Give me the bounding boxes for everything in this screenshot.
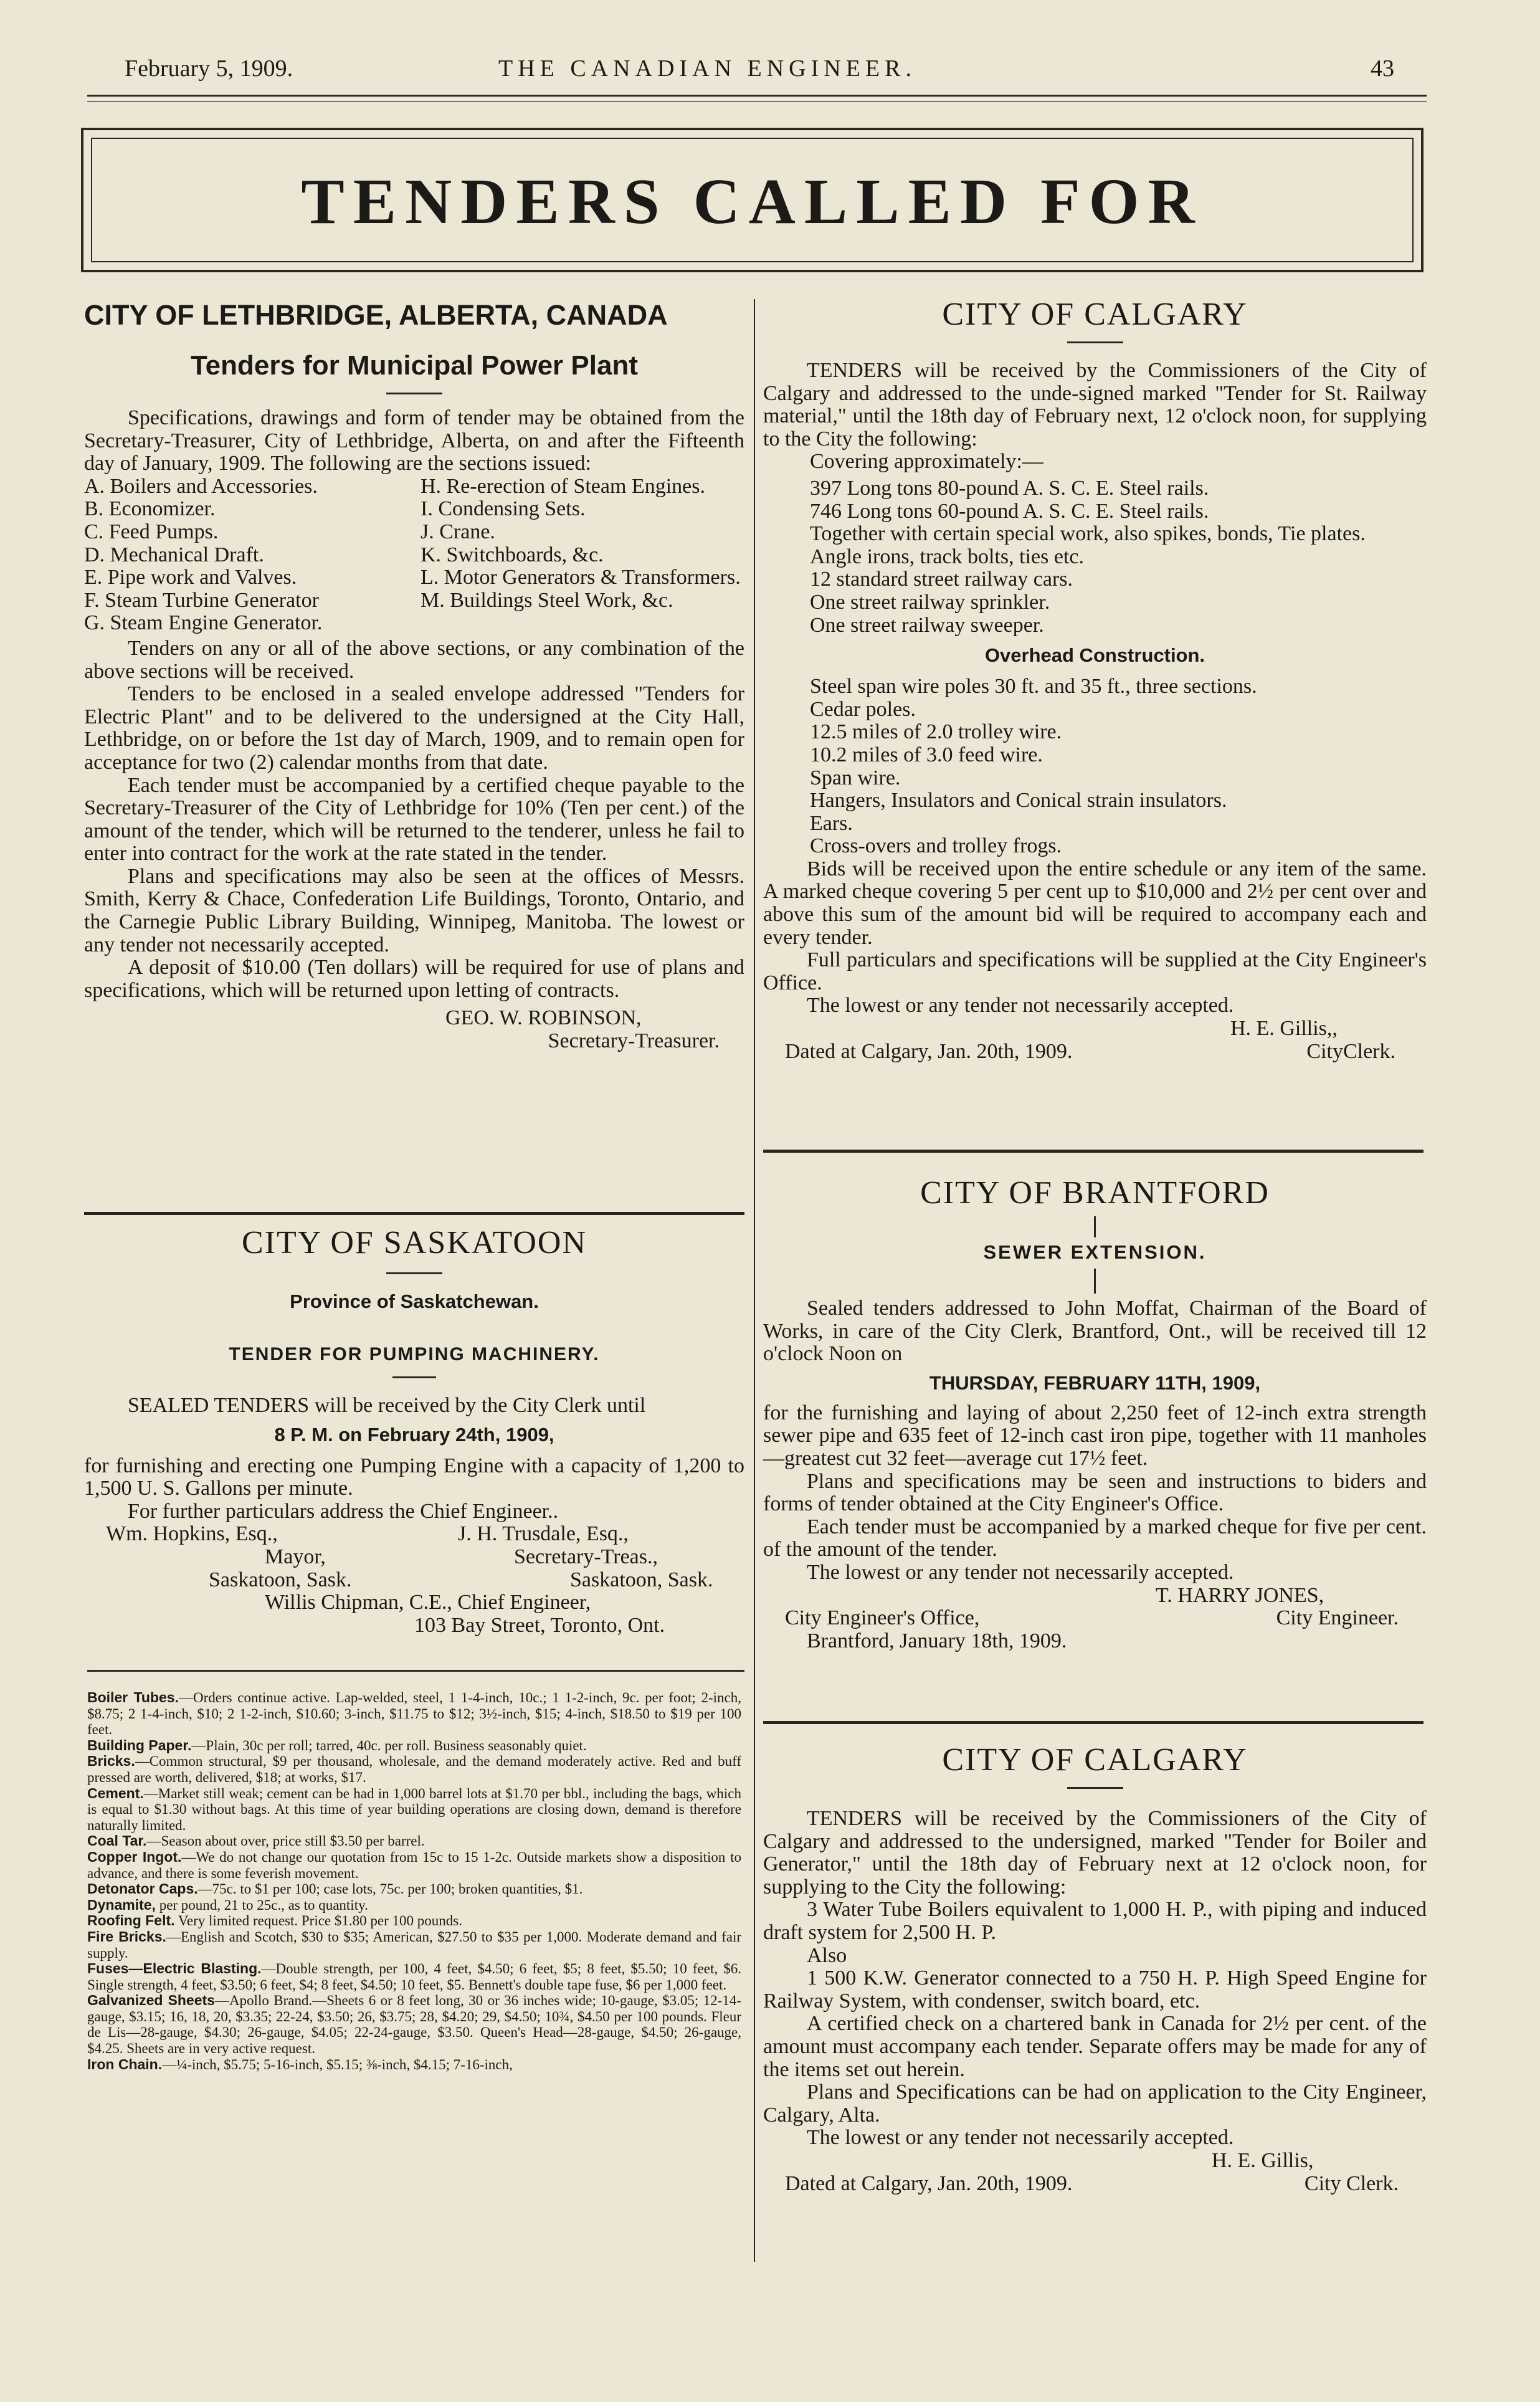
market-report — [87, 1690, 741, 2072]
calgary-item: Angle irons, track bolts, ties etc. — [810, 545, 1085, 568]
section-item: B. Economizer. — [84, 497, 216, 521]
calgary-dated: Dated at Calgary, Jan. 20th, 1909. — [785, 2171, 1073, 2195]
saskatoon-sig-left: Saskatoon, Sask. — [209, 1568, 352, 1591]
brantford-signer: T. HARRY JONES, — [1156, 1583, 1324, 1607]
saskatoon-sig-left: Wm. Hopkins, Esq., — [106, 1522, 278, 1546]
lethbridge-signer-title: Secretary-Treasurer. — [548, 1029, 720, 1053]
header-date: February 5, 1909. — [125, 55, 293, 82]
calgary-railway-notice — [763, 296, 1427, 1063]
calgary-item: Together with certain special work, also spikes, bonds, Tie plates. — [810, 522, 1366, 546]
calgary-item: 3 Water Tube Boilers equivalent to 1,000 H. P., with piping and induced draft system for 2,500 H. P. — [763, 1898, 1427, 1944]
saskatoon-engineer-address: 103 Bay Street, Toronto, Ont. — [414, 1613, 665, 1637]
brantford-paragraph: Sealed tenders addressed to John Moffat, Chairman of the Board of Works, in care of the City Clerk, Brantford, Ont., will be received till 12 o'clock Noon on — [763, 1297, 1427, 1366]
calgary-boiler-notice — [763, 1742, 1427, 2195]
section-divider — [763, 1150, 1424, 1153]
saskatoon-paragraph: for furnishing and erecting one Pumping Engine with a capacity of 1,200 to 1,500 U. S. Gallons per minute. — [84, 1454, 744, 1500]
calgary-item: One street railway sprinkler. — [810, 590, 1050, 614]
saskatoon-sig-right: Saskatoon, Sask. — [570, 1568, 713, 1591]
calgary-intro: TENDERS will be received by the Commissioners of the City of Calgary and addressed to the unde-signed marked "Tender for St. Railway material," until the 18th day of February next, 12 o'clock noon, for supplying to the City the following: — [763, 359, 1427, 450]
lethbridge-notice — [84, 299, 744, 1053]
calgary-overhead-item: Cedar poles. — [810, 697, 916, 721]
calgary-item: One street railway sweeper. — [810, 613, 1044, 637]
brantford-deadline: THURSDAY, FEBRUARY 11TH, 1909, — [929, 1371, 1261, 1394]
calgary-paragraph: Plans and Specifications can be had on application to the City Engineer, Calgary, Alta. — [763, 2080, 1427, 2127]
calgary-item: 12 standard street railway cars. — [810, 568, 1073, 591]
calgary-item: 1 500 K.W. Generator connected to a 750 H. P. High Speed Engine for Railway System, with condenser, switch board, etc. — [763, 1966, 1427, 2013]
brantford-paragraph: The lowest or any tender not necessarily accepted. — [807, 1560, 1234, 1584]
calgary-title: CITY OF CALGARY — [942, 1742, 1248, 1778]
column-divider — [754, 299, 755, 2262]
brantford-dated: Brantford, January 18th, 1909. — [807, 1629, 1067, 1652]
market-item-head: Fire Bricks. — [87, 1928, 166, 1945]
market-item: Iron Chain.—¼-inch, $5.75; 5-16-inch, $5.15; ⅜-inch, $4.15; 7-16-inch, — [87, 2056, 513, 2072]
market-item-head: Galvanized Sheets — [87, 1992, 215, 2009]
section-divider — [87, 1670, 744, 1672]
market-item-head: Roofing Felt. — [87, 1912, 175, 1929]
market-item-head: Building Paper. — [87, 1737, 192, 1753]
section-item: I. Condensing Sets. — [421, 497, 586, 521]
brantford-paragraph: Plans and specifications may be seen and instructions to biders and forms of tender obtained at the City Engineer's Office. — [763, 1469, 1427, 1516]
market-item-head: Iron Chain. — [87, 2056, 163, 2072]
lethbridge-sections — [84, 475, 744, 635]
section-divider — [763, 1721, 1424, 1724]
header-journal: THE CANADIAN ENGINEER. — [498, 55, 916, 82]
section-item: C. Feed Pumps. — [84, 520, 219, 543]
saskatoon-subtitle: TENDER FOR PUMPING MACHINERY. — [229, 1344, 600, 1365]
market-item: Fire Bricks.—English and Scotch, $30 to $35; American, $27.50 to $35 per 1,000. Moderate demand and fair supply. — [87, 1928, 741, 1961]
calgary-item: Covering approximately:— — [810, 450, 1043, 474]
lethbridge-title: CITY OF LETHBRIDGE, ALBERTA, CANADA — [84, 299, 668, 331]
calgary-dated: Dated at Calgary, Jan. 20th, 1909. — [785, 1039, 1073, 1063]
saskatoon-paragraph: For further particulars address the Chief Engineer.. — [128, 1499, 559, 1523]
saskatoon-deadline: 8 P. M. on February 24th, 1909, — [274, 1423, 554, 1446]
section-divider — [84, 1212, 744, 1215]
market-item: Fuses—Electric Blasting.—Double strength, per 100, 4 feet, $4.50; 6 feet, $5; 8 feet, $5.50; 10 feet, $6. Single strength, 4 feet, $3.50; 6 feet, $4; 8 feet, $4.50; 10 feet, $5. Bennett's double tape fuse, $6 per 1,000 feet. — [87, 1960, 741, 1993]
market-item: Roofing Felt. Very limited request. Price $1.80 per 100 pounds. — [87, 1912, 462, 1929]
market-item: Detonator Caps.—75c. to $1 per 100; case lots, 75c. per 100; broken quantities, $1. — [87, 1880, 583, 1897]
lethbridge-paragraph: Each tender must be accompanied by a certified cheque payable to the Secretary-Treasurer of the City of Lethbridge for 10% (Ten per cent.) of the amount of the tender, which will be returned to the tenderer, unless he fail to enter into contract for the work at the rate stated in the tender. — [84, 773, 744, 865]
brantford-office: City Engineer's Office, — [785, 1606, 980, 1630]
calgary-title: CITY OF CALGARY — [942, 297, 1248, 332]
saskatoon-sig-right: J. H. Trusdale, Esq., — [458, 1522, 629, 1546]
section-item: J. Crane. — [421, 520, 495, 543]
calgary-paragraph: The lowest or any tender not necessarily accepted. — [807, 994, 1234, 1018]
saskatoon-title: CITY OF SASKATOON — [241, 1225, 587, 1261]
calgary-overhead-heading: Overhead Construction. — [984, 644, 1205, 667]
market-item-head: Cement. — [87, 1785, 144, 1801]
market-item: Building Paper.—Plain, 30c per roll; tarred, 40c. per roll. Business seasonably quiet. — [87, 1737, 587, 1753]
saskatoon-signatures — [84, 1523, 744, 1591]
market-item-head: Dynamite, — [87, 1896, 156, 1913]
lethbridge-subtitle: Tenders for Municipal Power Plant — [191, 350, 638, 381]
brantford-notice — [763, 1175, 1427, 1652]
brantford-title: CITY OF BRANTFORD — [920, 1175, 1270, 1211]
market-item: Cement.—Market still weak; cement can be had in 1,000 barrel lots at $1.70 per bbl., including the bags, which is equal to $1.30 without bags. At this time of year building operations are closing down, demand is therefore naturally limited. — [87, 1785, 741, 1833]
lethbridge-paragraph: Tenders on any or all of the above sections, or any combination of the above sections will be received. — [84, 636, 744, 683]
brantford-paragraph: Each tender must be accompanied by a marked cheque for five per cent. of the amount of the tender. — [763, 1515, 1427, 1561]
saskatoon-sig-right: Secretary-Treas., — [514, 1545, 658, 1568]
saskatoon-engineer: Willis Chipman, C.E., Chief Engineer, — [265, 1591, 591, 1614]
market-item-head: Boiler Tubes. — [87, 1689, 179, 1705]
market-item-head: Fuses—Electric Blasting. — [87, 1960, 262, 1977]
calgary-paragraph: The lowest or any tender not necessarily accepted. — [807, 2126, 1234, 2150]
market-item-head: Detonator Caps. — [87, 1880, 198, 1897]
lethbridge-paragraph: Tenders to be enclosed in a sealed envelope addressed "Tenders for Electric Plant" and to be delivered to the undersigned at the City Hall, Lethbridge, on or before the 1st day of March, 1909, and to remain open for acceptance for two (2) calendar months from that date. — [84, 682, 744, 774]
section-item: E. Pipe work and Valves. — [84, 566, 297, 589]
brantford-paragraph: for the furnishing and laying of about 2,250 feet of 12-inch extra strength sewer pipe and 635 feet of 12-inch cast iron pipe, together with 11 manholes—greatest cut 32 feet—average cut 17½ feet. — [763, 1401, 1427, 1470]
market-item: Copper Ingot.—We do not change our quotation from 15c to 15 1-2c. Outside markets show a disposition to advance, and there is some feverish movement. — [87, 1848, 741, 1881]
calgary-overhead-item: 12.5 miles of 2.0 trolley wire. — [810, 720, 1062, 744]
lethbridge-paragraph: A deposit of $10.00 (Ten dollars) will be required for use of plans and specifications, which will be returned upon letting of contracts. — [84, 956, 744, 1002]
saskatoon-province: Province of Saskatchewan. — [290, 1290, 539, 1312]
market-item: Boiler Tubes.—Orders continue active. Lap-welded, steel, 1 1-4-inch, 10c.; 1 1-2-inch, 9c. per foot; 2-inch, $8.75; 2 1-4-inch, $10; 2 1-2-inch, $10.60; 3-inch, $11.75 to $12; 3½-inch, $15; 4-inch, $18.50 to $19 per 100 feet. — [87, 1689, 741, 1738]
market-item: Dynamite, per pound, 21 to 25c., as to quantity. — [87, 1896, 368, 1913]
section-item: A. Boilers and Accessories. — [84, 474, 318, 498]
calgary-paragraph: Full particulars and specifications will be supplied at the City Engineer's Office. — [763, 948, 1427, 994]
calgary-intro: TENDERS will be received by the Commissioners of the City of Calgary and addressed to the undersigned, marked "Tender for Boiler and Generator," until the 18th day of February next at 12 o'clock noon, for supplying to the City the following: — [763, 1807, 1427, 1899]
section-item: M. Buildings Steel Work, &c. — [421, 588, 673, 612]
saskatoon-sig-left: Mayor, — [265, 1545, 326, 1568]
section-item: D. Mechanical Draft. — [84, 543, 264, 566]
calgary-overhead-item: Steel span wire poles 30 ft. and 35 ft., three sections. — [810, 675, 1257, 698]
banner-title: TENDERS CALLED FOR — [301, 166, 1204, 237]
calgary-also: Also — [807, 1943, 847, 1967]
calgary-signer: H. E. Gillis, — [1212, 2148, 1314, 2172]
saskatoon-paragraph: SEALED TENDERS will be received by the City Clerk until — [128, 1394, 646, 1417]
calgary-signer-title: City Clerk. — [1304, 2171, 1399, 2195]
calgary-item: 746 Long tons 60-pound A. S. C. E. Steel rails. — [810, 499, 1209, 523]
section-item: L. Motor Generators & Transformers. — [421, 566, 741, 589]
lethbridge-paragraph: Plans and specifications may also be seen at the offices of Messrs. Smith, Kerry & Chace, Confederation Life Buildings, Toronto, Ontario, and the Carnegie Public Library Building, Winnipeg, Manitoba. The lowest or any tender not necessarily accepted. — [84, 864, 744, 956]
brantford-signer-title: City Engineer. — [1276, 1606, 1399, 1630]
banner-frame — [81, 128, 1424, 272]
calgary-overhead-item: Ears. — [810, 811, 853, 835]
market-item-head: Coal Tar. — [87, 1832, 147, 1849]
calgary-overhead-item: Cross-overs and trolley frogs. — [810, 834, 1062, 858]
calgary-signer-title: CityClerk. — [1306, 1039, 1395, 1063]
market-item-head: Copper Ingot. — [87, 1848, 182, 1865]
market-item: Coal Tar.—Season about over, price still $3.50 per barrel. — [87, 1832, 425, 1849]
calgary-signer: H. E. Gillis,, — [1230, 1017, 1338, 1041]
calgary-overhead-item: 10.2 miles of 3.0 feed wire. — [810, 743, 1043, 766]
section-item: K. Switchboards, &c. — [421, 543, 604, 566]
section-item: G. Steam Engine Generator. — [84, 611, 323, 635]
header-rule — [87, 95, 1427, 97]
lethbridge-intro: Specifications, drawings and form of tender may be obtained from the Secretary-Treasurer, City of Lethbridge, Alberta, on and after the Fifteenth day of January, 1909. The following are the sections issued: — [84, 406, 744, 475]
market-item: Galvanized Sheets—Apollo Brand.—Sheets 6 or 8 feet long, 30 or 36 inches wide; 10-gauge, $3.05; 12-14-gauge, $3.15; 16, 18, 20, $3.35; 22-24, $3.50; 26, $3.75; 28, $4.20; 29, $4.50; 10¾, $4.50 per 100 pounds. Fleur de Lis—28-gauge, $4.30; 26-gauge, $4.05; 22-24-gauge, $3.50. Queen's Head—28-gauge, $4.50; 26-gauge, $4.25. Sheets are in very active request. — [87, 1992, 741, 2057]
calgary-paragraph: Bids will be received upon the entire schedule or any item of the same. A marked cheque covering 5 per cent up to $10,000 and 2½ per cent over and above this sum of the amount bid will be required to accompany each and every tender. — [763, 857, 1427, 949]
calgary-overhead-item: Hangers, Insulators and Conical strain insulators. — [810, 789, 1227, 813]
saskatoon-notice — [84, 1224, 744, 1637]
calgary-overhead-item: Span wire. — [810, 766, 901, 789]
brantford-subtitle: SEWER EXTENSION. — [983, 1241, 1207, 1263]
calgary-paragraph: A certified check on a chartered bank in Canada for 2½ per cent. of the amount must accompany each tender. Separate offers may be made for any of the items set out herein. — [763, 2012, 1427, 2081]
header-rule-thin — [87, 101, 1427, 102]
lethbridge-signer: GEO. W. ROBINSON, — [445, 1006, 642, 1030]
calgary-item: 397 Long tons 80-pound A. S. C. E. Steel rails. — [810, 476, 1209, 500]
section-item: F. Steam Turbine Generator — [84, 588, 319, 612]
market-item: Bricks.—Common structural, $9 per thousand, wholesale, and the demand moderately active. Red and buff pressed are worth, delivered, $18; at works, $17. — [87, 1753, 741, 1785]
header-page-number: 43 — [1371, 55, 1394, 82]
market-item-head: Bricks. — [87, 1753, 135, 1770]
section-item: H. Re-erection of Steam Engines. — [421, 474, 705, 498]
